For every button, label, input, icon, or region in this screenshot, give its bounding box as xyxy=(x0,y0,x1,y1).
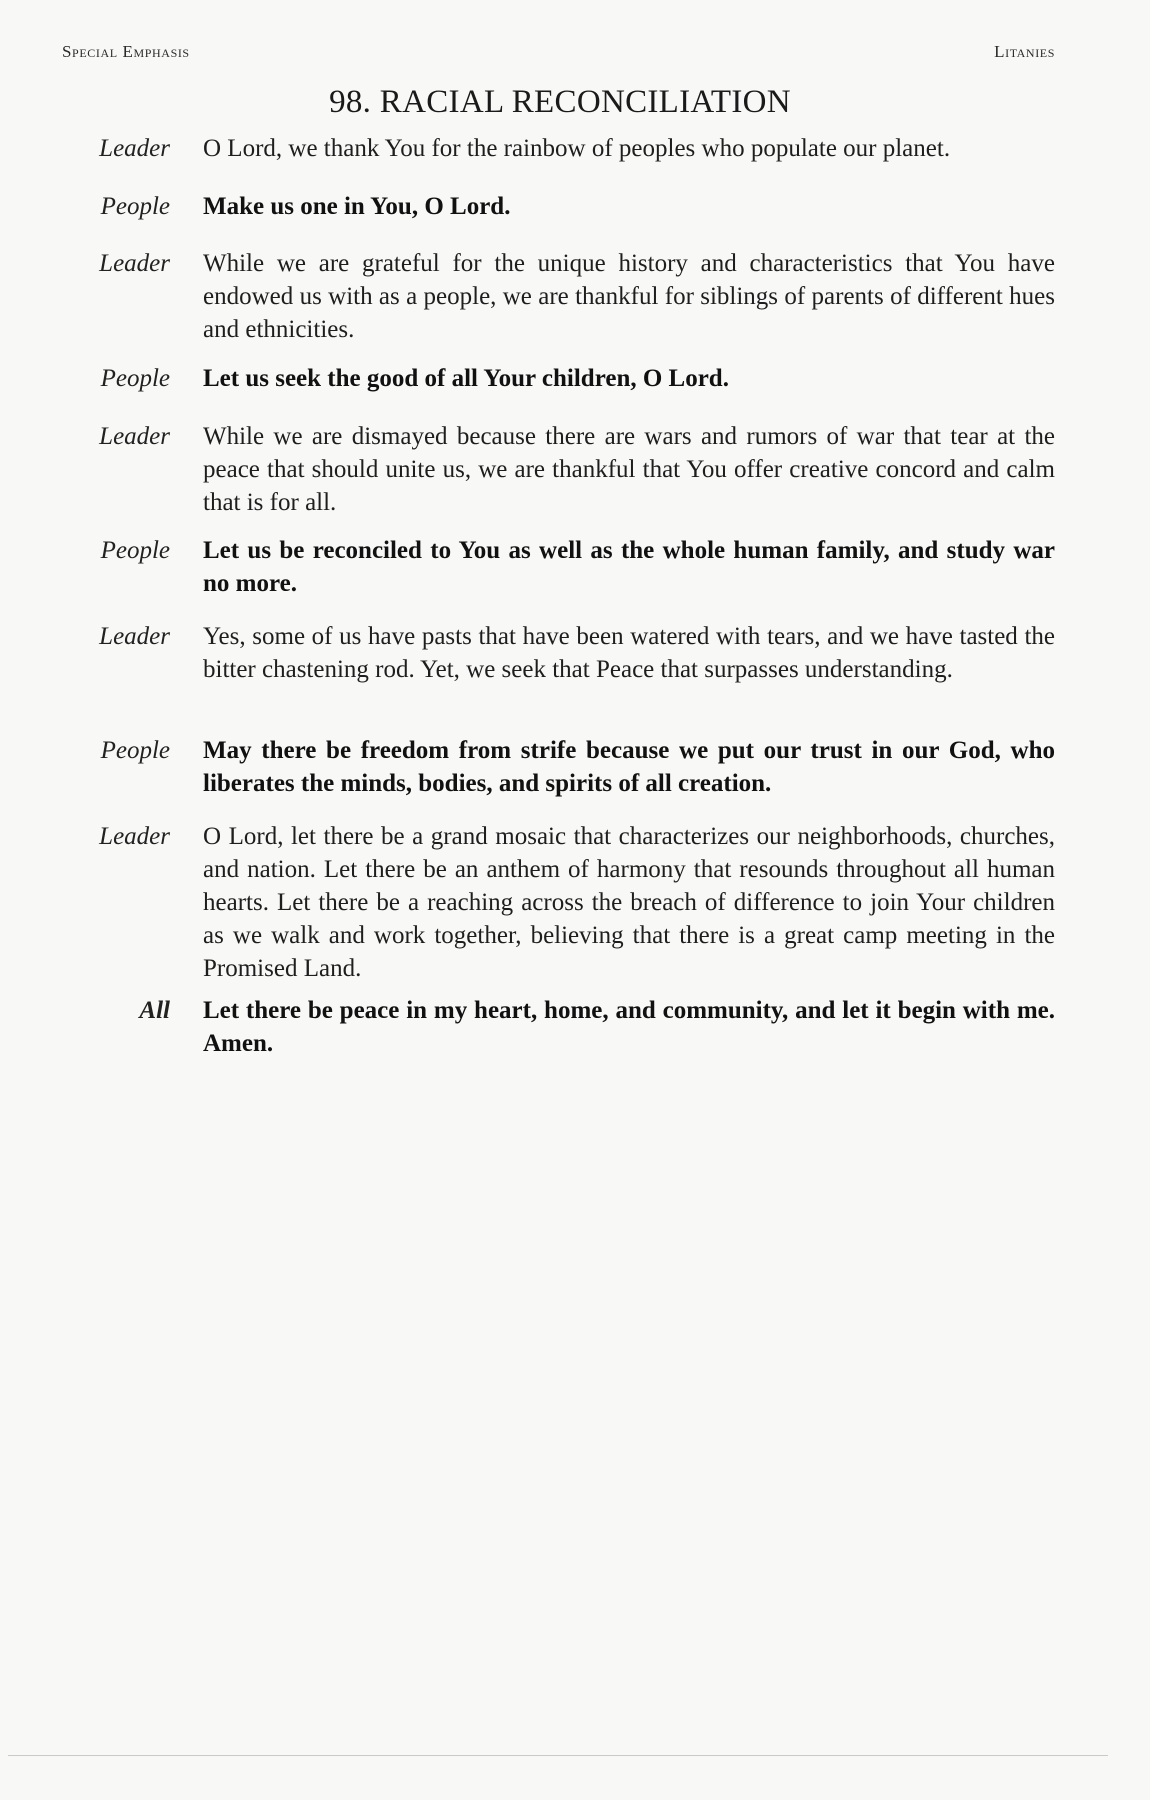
line-text: May there be freedom from strife because we put our trust in our God, who liberates the minds, bodies, and spirits of all creation. xyxy=(203,737,1055,797)
speaker-label: People xyxy=(100,737,170,764)
speaker-label: Leader xyxy=(99,823,170,850)
line-text: Let us be reconciled to You as well as the whole human family, and study war no more. xyxy=(203,537,1055,597)
speaker-label: People xyxy=(100,365,170,392)
line-text: Let there be peace in my heart, home, and community, and let it begin with me. Amen. xyxy=(203,997,1055,1057)
speaker-label: Leader xyxy=(99,423,170,450)
line-text: Make us one in You, O Lord. xyxy=(203,193,511,220)
line-text: Yes, some of us have pasts that have been watered with tears, and we have tasted the bitter chastening rod. Yet, we seek that Peace that surpasses understanding. xyxy=(203,623,1055,683)
page-title: 98. RACIAL RECONCILIATION xyxy=(329,84,791,120)
running-head-right: Litanies xyxy=(994,42,1055,61)
line-text: O Lord, let there be a grand mosaic that characterizes our neighborhoods, churches, and nation. Let there be an anthem of harmony that resounds throughout all human hearts. Let there be a reaching across the breach of difference to join Your children as we walk and work together, believing that there is a great camp meeting in the Promised Land. xyxy=(203,823,1055,982)
speaker-label: Leader xyxy=(99,250,170,277)
speaker-label: Leader xyxy=(99,623,170,650)
speaker-label: Leader xyxy=(99,135,170,162)
speaker-label: All xyxy=(139,997,170,1024)
bottom-edge-rule xyxy=(8,1755,1108,1756)
line-text: While we are grateful for the unique history and characteristics that You have endowed us with as a people, we are thankful for siblings of parents of different hues and ethnicities. xyxy=(203,250,1055,343)
line-text: O Lord, we thank You for the rainbow of peoples who populate our planet. xyxy=(203,135,951,162)
running-head-left: Special Emphasis xyxy=(62,42,190,61)
line-text: While we are dismayed because there are wars and rumors of war that tear at the peace that should unite us, we are thankful that You offer creative concord and calm that is for all. xyxy=(203,423,1055,516)
speaker-label: People xyxy=(100,537,170,564)
speaker-label: People xyxy=(100,193,170,220)
line-text: Let us seek the good of all Your children, O Lord. xyxy=(203,365,729,392)
